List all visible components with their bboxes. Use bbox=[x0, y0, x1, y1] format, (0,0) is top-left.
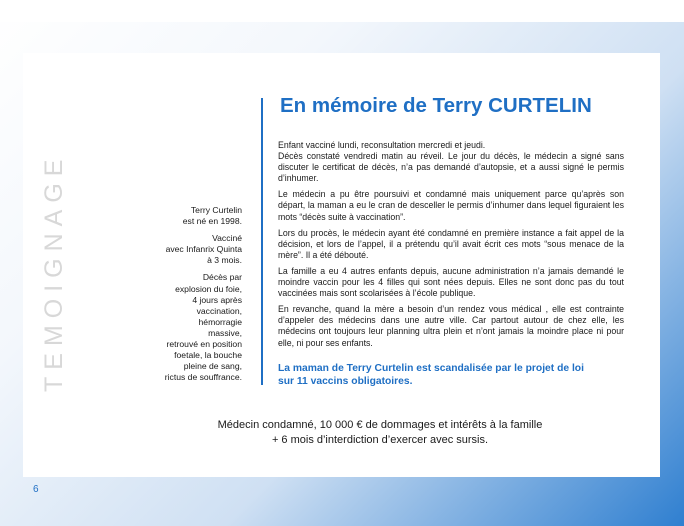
paragraph-1: Enfant vacciné lundi, reconsultation mercredi et jeudi. Décès constaté vendredi matin au réveil. Le jour du décès, le médecin a signé sans discuter le certificat de décès, n’a pas demandé d’autopsie, et a aussi signé le permis d’inhumer. bbox=[278, 140, 624, 184]
highlight-statement: La maman de Terry Curtelin est scandalisée par le projet de loi sur 11 vaccins obligatoires. bbox=[278, 363, 584, 387]
paragraph-3: Lors du procès, le médecin ayant été condamné en première instance a fait appel de la décision, et lors de l’appel, il a prétendu qu’il avait écrit ces mots “sous menace de la mère”. Il a été débouté. bbox=[278, 227, 624, 260]
side-note-birth: Terry Curtelin est né en 1998. bbox=[182, 205, 242, 227]
paragraph-5: En revanche, quand la mère a besoin d’un rendez vous médical , elle est contrainte d’appeler des médecins dans une autre ville. Car partout autour de chez elle, les médecins ont toujours leur planning ultra plein et n’ont jamais la moindre place ni pour elle, ni pour ses enfants. bbox=[278, 304, 624, 348]
paragraph-4: La famille a eu 4 autres enfants depuis, aucune administration n’a jamais demandé le moindre vaccin pour les 4 filles qui sont nées depuis. Elles ne sont donc pas du tout vaccinées mais sont scolarisées à l’école publique. bbox=[278, 265, 624, 299]
page-title: En mémoire de Terry CURTELIN bbox=[280, 94, 592, 117]
top-white-band bbox=[0, 0, 684, 22]
side-note-death: Décès par explosion du foie, 4 jours après vaccination, hémorragie massive, retrouvé en position foetale, la bouche pleine de sang, rictus de souffrance. bbox=[164, 272, 242, 383]
accent-divider bbox=[261, 98, 263, 385]
side-note-vaccination: Vacciné avec Infanrix Quinta à 3 mois. bbox=[165, 233, 242, 266]
paragraph-2: Le médecin a pu être poursuivi et condamné mais uniquement parce qu’après son départ, la maman a eu le cran de desceller le permis d’inhumer dans lequel figuraient les mots “décès suite à vaccination”. bbox=[278, 189, 624, 222]
article-body bbox=[278, 140, 624, 354]
verdict-summary: Médecin condamné, 10 000 € de dommages et intérêts à la famille + 6 mois d’interdiction d’exercer avec sursis. bbox=[217, 419, 543, 446]
side-notes bbox=[120, 205, 242, 389]
page-number: 6 bbox=[33, 484, 39, 495]
section-label-vertical: TEMOIGNAGE bbox=[40, 152, 68, 392]
